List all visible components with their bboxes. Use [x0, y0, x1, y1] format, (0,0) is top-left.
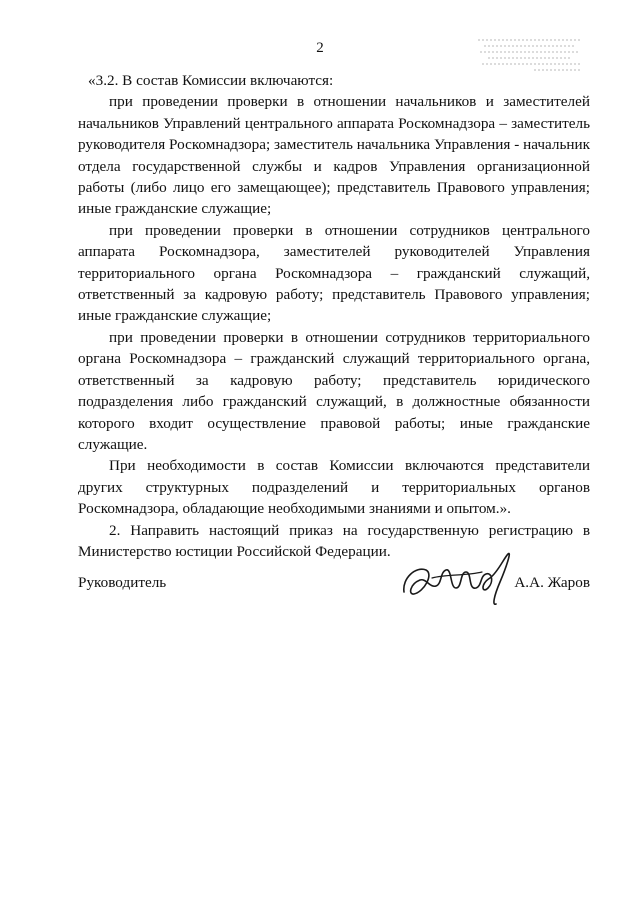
paragraph-additional-members: При необходимости в состав Комиссии включаются представители других структурных подразделений и территориальных органов Роскомнадзора, обладающие необходимыми знаниями и опытом.».: [78, 457, 590, 518]
handwritten-signature: [396, 548, 520, 608]
signatory-title: Руководитель: [78, 574, 167, 591]
page-number: 2: [316, 40, 324, 56]
signatory-name: А.А. Жаров: [514, 574, 590, 591]
paragraph-territorial-staff-check: при проведении проверки в отношении сотрудников территориального органа Роскомнадзора – гражданский служащий территориального органа, ответственный за кадровую работу; представитель юридического подразделения либо гражданский служащий, в должностные обязанности которого входит осуществление правовой работы; иные гражданские служащие.: [78, 328, 590, 453]
paragraph-registration-order: 2. Направить настоящий приказ на государственную регистрацию в Министерство юстиции Российской Федерации.: [78, 521, 590, 560]
signature-block: [78, 548, 590, 608]
paragraph-3-2-heading: «3.2. В состав Комиссии включаются:: [88, 72, 334, 89]
document-body: [78, 70, 590, 562]
paragraph-central-staff-check: при проведении проверки в отношении сотрудников центрального аппарата Роскомнадзора, заместителей руководителей Управления территориального органа Роскомнадзора – гражданский служащий, ответственный за кадровую работу; представитель Правового управления; иные гражданские служащие;: [78, 221, 590, 325]
paragraph-managers-check: при проведении проверки в отношении начальников и заместителей начальников Управлений центрального аппарата Роскомнадзора – заместитель руководителя Роскомнадзора; заместитель начальника Управления - начальник отдела государственной службы и кадров Управления организационной работы (либо лицо его замещающее); представитель Правового управления; иные гражданские служащие;: [78, 93, 590, 218]
